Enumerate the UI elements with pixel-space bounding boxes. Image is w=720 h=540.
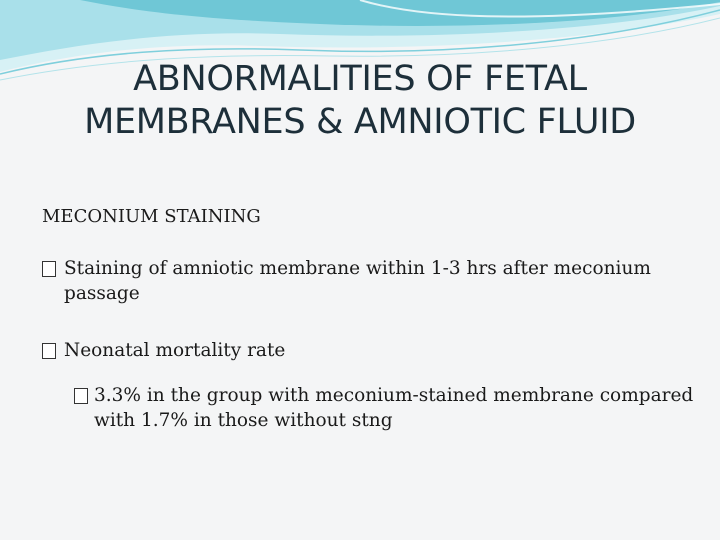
section-heading: MECONIUM STAINING (42, 206, 261, 227)
slide-title (20, 58, 700, 144)
bullet-item (42, 256, 718, 306)
bullet-box-icon (42, 261, 56, 277)
title-line-2: MEMBRANES & AMNIOTIC FLUID (84, 102, 636, 142)
bullet-text: Neonatal mortality rate (64, 340, 286, 361)
bullet-text: Staining of amniotic membrane within 1-3 hrs after meconium passage (64, 258, 651, 304)
bullet-item (42, 338, 718, 363)
bullet-box-icon (42, 343, 56, 359)
bullet-box-icon (74, 388, 88, 404)
sub-bullet-item (74, 383, 704, 433)
title-line-1: ABNORMALITIES OF FETAL (133, 59, 587, 99)
sub-bullet-text: 3.3% in the group with meconium-stained membrane compared with 1.7% in those without stng (94, 385, 694, 431)
